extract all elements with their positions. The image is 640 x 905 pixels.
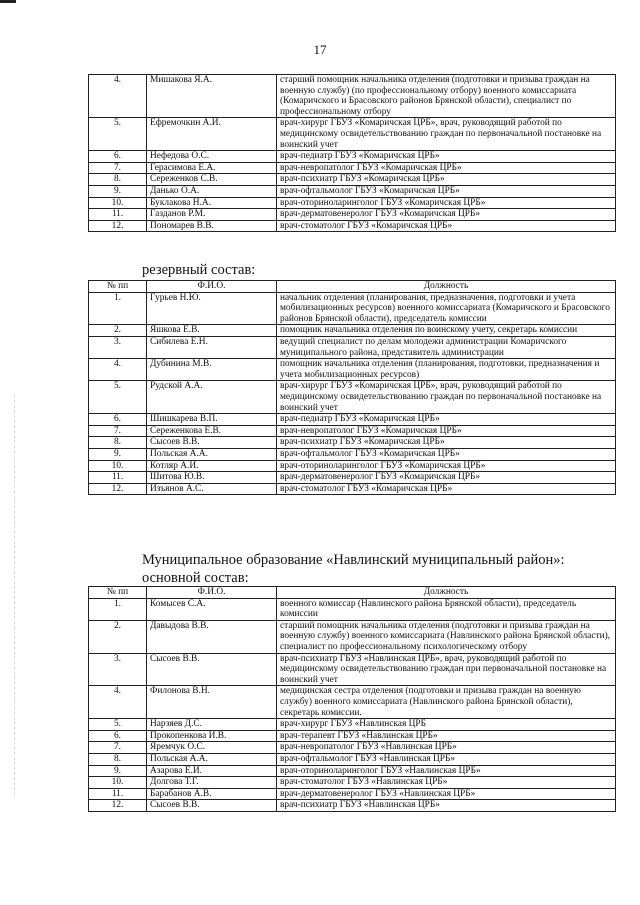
row-name: Давыдова В.В. — [147, 620, 277, 653]
table-row — [89, 719, 616, 731]
row-name: Филонова В.Н. — [147, 686, 277, 719]
row-position: врач-офтальмолог ГБУЗ «Комаричская ЦРБ» — [277, 185, 616, 197]
table-row — [89, 777, 616, 789]
row-number: 3. — [89, 653, 147, 686]
main-composition-heading: основной состав: — [142, 570, 249, 586]
row-position: врач-невропатолог ГБУЗ «Навлинская ЦРБ» — [277, 742, 616, 754]
row-name: Яшкова Е.В. — [147, 325, 277, 337]
row-name: Мишакова Я.А. — [147, 75, 277, 118]
table-row — [89, 209, 616, 221]
row-number: 1. — [89, 292, 147, 325]
table-row — [89, 460, 616, 472]
table-row — [89, 162, 616, 174]
row-name: Данько О.А. — [147, 185, 277, 197]
header-position: Должность — [277, 281, 616, 293]
commission-table-continued — [88, 74, 616, 232]
row-number: 3. — [89, 336, 147, 358]
main-composition-table — [88, 586, 616, 812]
table-row — [89, 472, 616, 484]
row-name: Нефедова О.С. — [147, 151, 277, 163]
table-row — [89, 483, 616, 495]
row-position: врач-дерматовенеролог ГБУЗ «Комаричская ЦРБ» — [277, 472, 616, 484]
table-row — [89, 75, 616, 118]
table-row — [89, 425, 616, 437]
table-row — [89, 730, 616, 742]
row-position: врач-оториноларинголог ГБУЗ «Навлинская ЦРБ» — [277, 765, 616, 777]
row-number: 12. — [89, 483, 147, 495]
row-position: старший помощник начальника отделения (подготовки и призыва граждан на военную службу) (по профессиональному отбору) военного комиссариата (Комаричского и Брасовского районов Брянской области), специалист по профессиональному отбору — [277, 75, 616, 118]
table-row — [89, 359, 616, 381]
row-number: 5. — [89, 118, 147, 151]
row-name: Комысев С.А. — [147, 598, 277, 620]
row-position: врач-оториноларинголог ГБУЗ «Комаричская ЦРБ» — [277, 197, 616, 209]
row-name: Ефремочкин А.И. — [147, 118, 277, 151]
row-position: врач-педиатр ГБУЗ «Комаричская ЦРБ» — [277, 414, 616, 426]
table-header-row — [89, 281, 616, 293]
row-name: Сысоев В.В. — [147, 800, 277, 812]
section-heading: Муниципальное образование «Навлинский муниципальный район»: — [142, 552, 565, 568]
row-position: врач-психиатр ГБУЗ «Навлинская ЦРБ» — [277, 800, 616, 812]
row-number: 11. — [89, 472, 147, 484]
table-row — [89, 174, 616, 186]
row-position: врач-стоматолог ГБУЗ «Комаричская ЦРБ» — [277, 220, 616, 232]
row-position: врач-психиатр ГБУЗ «Навлинская ЦРБ», врач, руководящий работой по медицинскому освидетельствованию граждан при первоначальной постановке на воинский учет — [277, 653, 616, 686]
row-name: Сысоев В.В. — [147, 437, 277, 449]
row-position: врач-хирург ГБУЗ «Комаричская ЦРБ», врач, руководящий работой по медицинскому освидетельствованию граждан по первоначальной постановке на воинский учет — [277, 381, 616, 414]
row-number: 6. — [89, 730, 147, 742]
row-name: Шитова Ю.В. — [147, 472, 277, 484]
row-name: Польская А.А. — [147, 753, 277, 765]
table-row — [89, 653, 616, 686]
row-number: 11. — [89, 788, 147, 800]
table-row — [89, 414, 616, 426]
row-name: Изъянов А.С. — [147, 483, 277, 495]
row-name: Пономарев В.В. — [147, 220, 277, 232]
table-row — [89, 686, 616, 719]
row-number: 9. — [89, 765, 147, 777]
row-position: врач-невропатолог ГБУЗ «Комаричская ЦРБ» — [277, 162, 616, 174]
row-number: 12. — [89, 800, 147, 812]
reserve-heading: резервный состав: — [142, 262, 256, 278]
row-name: Сысоев В.В. — [147, 653, 277, 686]
row-number: 2. — [89, 325, 147, 337]
row-number: 8. — [89, 753, 147, 765]
row-number: 8. — [89, 437, 147, 449]
table-body — [89, 75, 616, 232]
reserve-table — [88, 280, 616, 495]
row-position: врач-офтальмолог ГБУЗ «Навлинская ЦРБ» — [277, 753, 616, 765]
row-position: помощник начальника отделения (планирования, подготовки, предназначения и учета мобилизационных ресурсов) — [277, 359, 616, 381]
row-number: 4. — [89, 75, 147, 118]
table-row — [89, 151, 616, 163]
row-number: 7. — [89, 162, 147, 174]
table-row — [89, 185, 616, 197]
row-position: врач-хирург ГБУЗ «Комаричская ЦРБ», врач, руководящий работой по медицинскому освидетельствованию граждан по первоначальной постановке на воинский учет — [277, 118, 616, 151]
row-position: врач-невропатолог ГБУЗ «Комаричская ЦРБ» — [277, 425, 616, 437]
row-name: Гурьев Н.Ю. — [147, 292, 277, 325]
header-name: Ф.И.О. — [147, 587, 277, 599]
row-name: Сереженков С.В. — [147, 174, 277, 186]
header-num: № пп — [89, 587, 147, 599]
row-name: Газданов Р.М. — [147, 209, 277, 221]
row-position: врач-психиатр ГБУЗ «Комаричская ЦРБ» — [277, 437, 616, 449]
table-row — [89, 220, 616, 232]
row-name: Рудской А.А. — [147, 381, 277, 414]
page-number: 17 — [313, 42, 327, 57]
row-number: 8. — [89, 174, 147, 186]
row-position: медицинская сестра отделения (подготовки и призыва граждан на военную службу) военного комиссариата (Навлинского района Брянской области), секретарь комиссии. — [277, 686, 616, 719]
row-position: старший помощник начальника отделения (подготовки и призыва граждан на военную службу) военного комиссариата (Навлинского района Брянской области), специалист по профессиональному психологическому отбору — [277, 620, 616, 653]
row-number: 12. — [89, 220, 147, 232]
row-name: Нарзяев Д.С. — [147, 719, 277, 731]
table-body — [89, 598, 616, 811]
row-position: помощник начальника отделения по воинскому учету, секретарь комиссии — [277, 325, 616, 337]
row-position: врач-психиатр ГБУЗ «Комаричская ЦРБ» — [277, 174, 616, 186]
table-row — [89, 448, 616, 460]
table-row — [89, 800, 616, 812]
table-row — [89, 118, 616, 151]
row-position: врач-офтальмолог ГБУЗ «Комаричская ЦРБ» — [277, 448, 616, 460]
table-row — [89, 325, 616, 337]
table-row — [89, 437, 616, 449]
table-row — [89, 197, 616, 209]
row-number: 6. — [89, 414, 147, 426]
header-num: № пп — [89, 281, 147, 293]
row-position: врач-стоматолог ГБУЗ «Комаричская ЦРБ» — [277, 483, 616, 495]
header-position: Должность — [277, 587, 616, 599]
table-row — [89, 336, 616, 358]
table-row — [89, 788, 616, 800]
row-position: врач-терапевт ГБУЗ «Навлинская ЦРБ» — [277, 730, 616, 742]
row-position: врач-стоматолог ГБУЗ «Навлинская ЦРБ» — [277, 777, 616, 789]
row-number: 2. — [89, 620, 147, 653]
row-name: Яремчук О.С. — [147, 742, 277, 754]
row-name: Дубинина М.В. — [147, 359, 277, 381]
row-number: 10. — [89, 460, 147, 472]
header-name: Ф.И.О. — [147, 281, 277, 293]
table-row — [89, 381, 616, 414]
row-position: ведущий специалист по делам молодежи администрации Комаричского муниципального района, представитель администрации — [277, 336, 616, 358]
table-row — [89, 292, 616, 325]
row-position: врач-педиатр ГБУЗ «Комаричская ЦРБ» — [277, 151, 616, 163]
row-number: 7. — [89, 742, 147, 754]
row-position: начальник отделения (планирования, предназначения, подготовки и учета мобилизационных ресурсов) военного комиссариата (Комаричского и Брасовского районов Брянской области), председатель комиссии — [277, 292, 616, 325]
table-row — [89, 742, 616, 754]
row-name: Шишкарева В.П. — [147, 414, 277, 426]
row-name: Сибилева Е.Н. — [147, 336, 277, 358]
row-position: врач-дерматовенеролог ГБУЗ «Комаричская ЦРБ» — [277, 209, 616, 221]
row-number: 10. — [89, 197, 147, 209]
row-number: 10. — [89, 777, 147, 789]
row-name: Азарова Е.И. — [147, 765, 277, 777]
table-row — [89, 753, 616, 765]
table-body — [89, 292, 616, 495]
table-row — [89, 620, 616, 653]
row-number: 4. — [89, 359, 147, 381]
row-name: Сереженкова Е.В. — [147, 425, 277, 437]
row-number: 6. — [89, 151, 147, 163]
row-number: 7. — [89, 425, 147, 437]
corner-mark — [0, 0, 16, 3]
row-number: 5. — [89, 719, 147, 731]
row-position: врач-оториноларинголог ГБУЗ «Комаричская ЦРБ» — [277, 460, 616, 472]
row-number: 9. — [89, 448, 147, 460]
table-row — [89, 598, 616, 620]
row-position: врач-дерматовенеролог ГБУЗ «Навлинская ЦРБ» — [277, 788, 616, 800]
row-number: 9. — [89, 185, 147, 197]
row-number: 1. — [89, 598, 147, 620]
row-name: Польская А.А. — [147, 448, 277, 460]
table-row — [89, 765, 616, 777]
row-name: Герасимова Е.А. — [147, 162, 277, 174]
row-name: Котляр А.И. — [147, 460, 277, 472]
row-name: Буклакова Н.А. — [147, 197, 277, 209]
row-name: Долгова Т.Г. — [147, 777, 277, 789]
row-name: Барабанов А.В. — [147, 788, 277, 800]
row-name: Прокопенкова И.В. — [147, 730, 277, 742]
row-number: 4. — [89, 686, 147, 719]
margin-rule — [14, 395, 16, 795]
row-position: врач-хирург ГБУЗ «Навлинская ЦРБ — [277, 719, 616, 731]
row-number: 11. — [89, 209, 147, 221]
row-number: 5. — [89, 381, 147, 414]
table-header-row — [89, 587, 616, 599]
row-position: военного комиссар (Навлинского района Брянской области), председатель комиссии — [277, 598, 616, 620]
